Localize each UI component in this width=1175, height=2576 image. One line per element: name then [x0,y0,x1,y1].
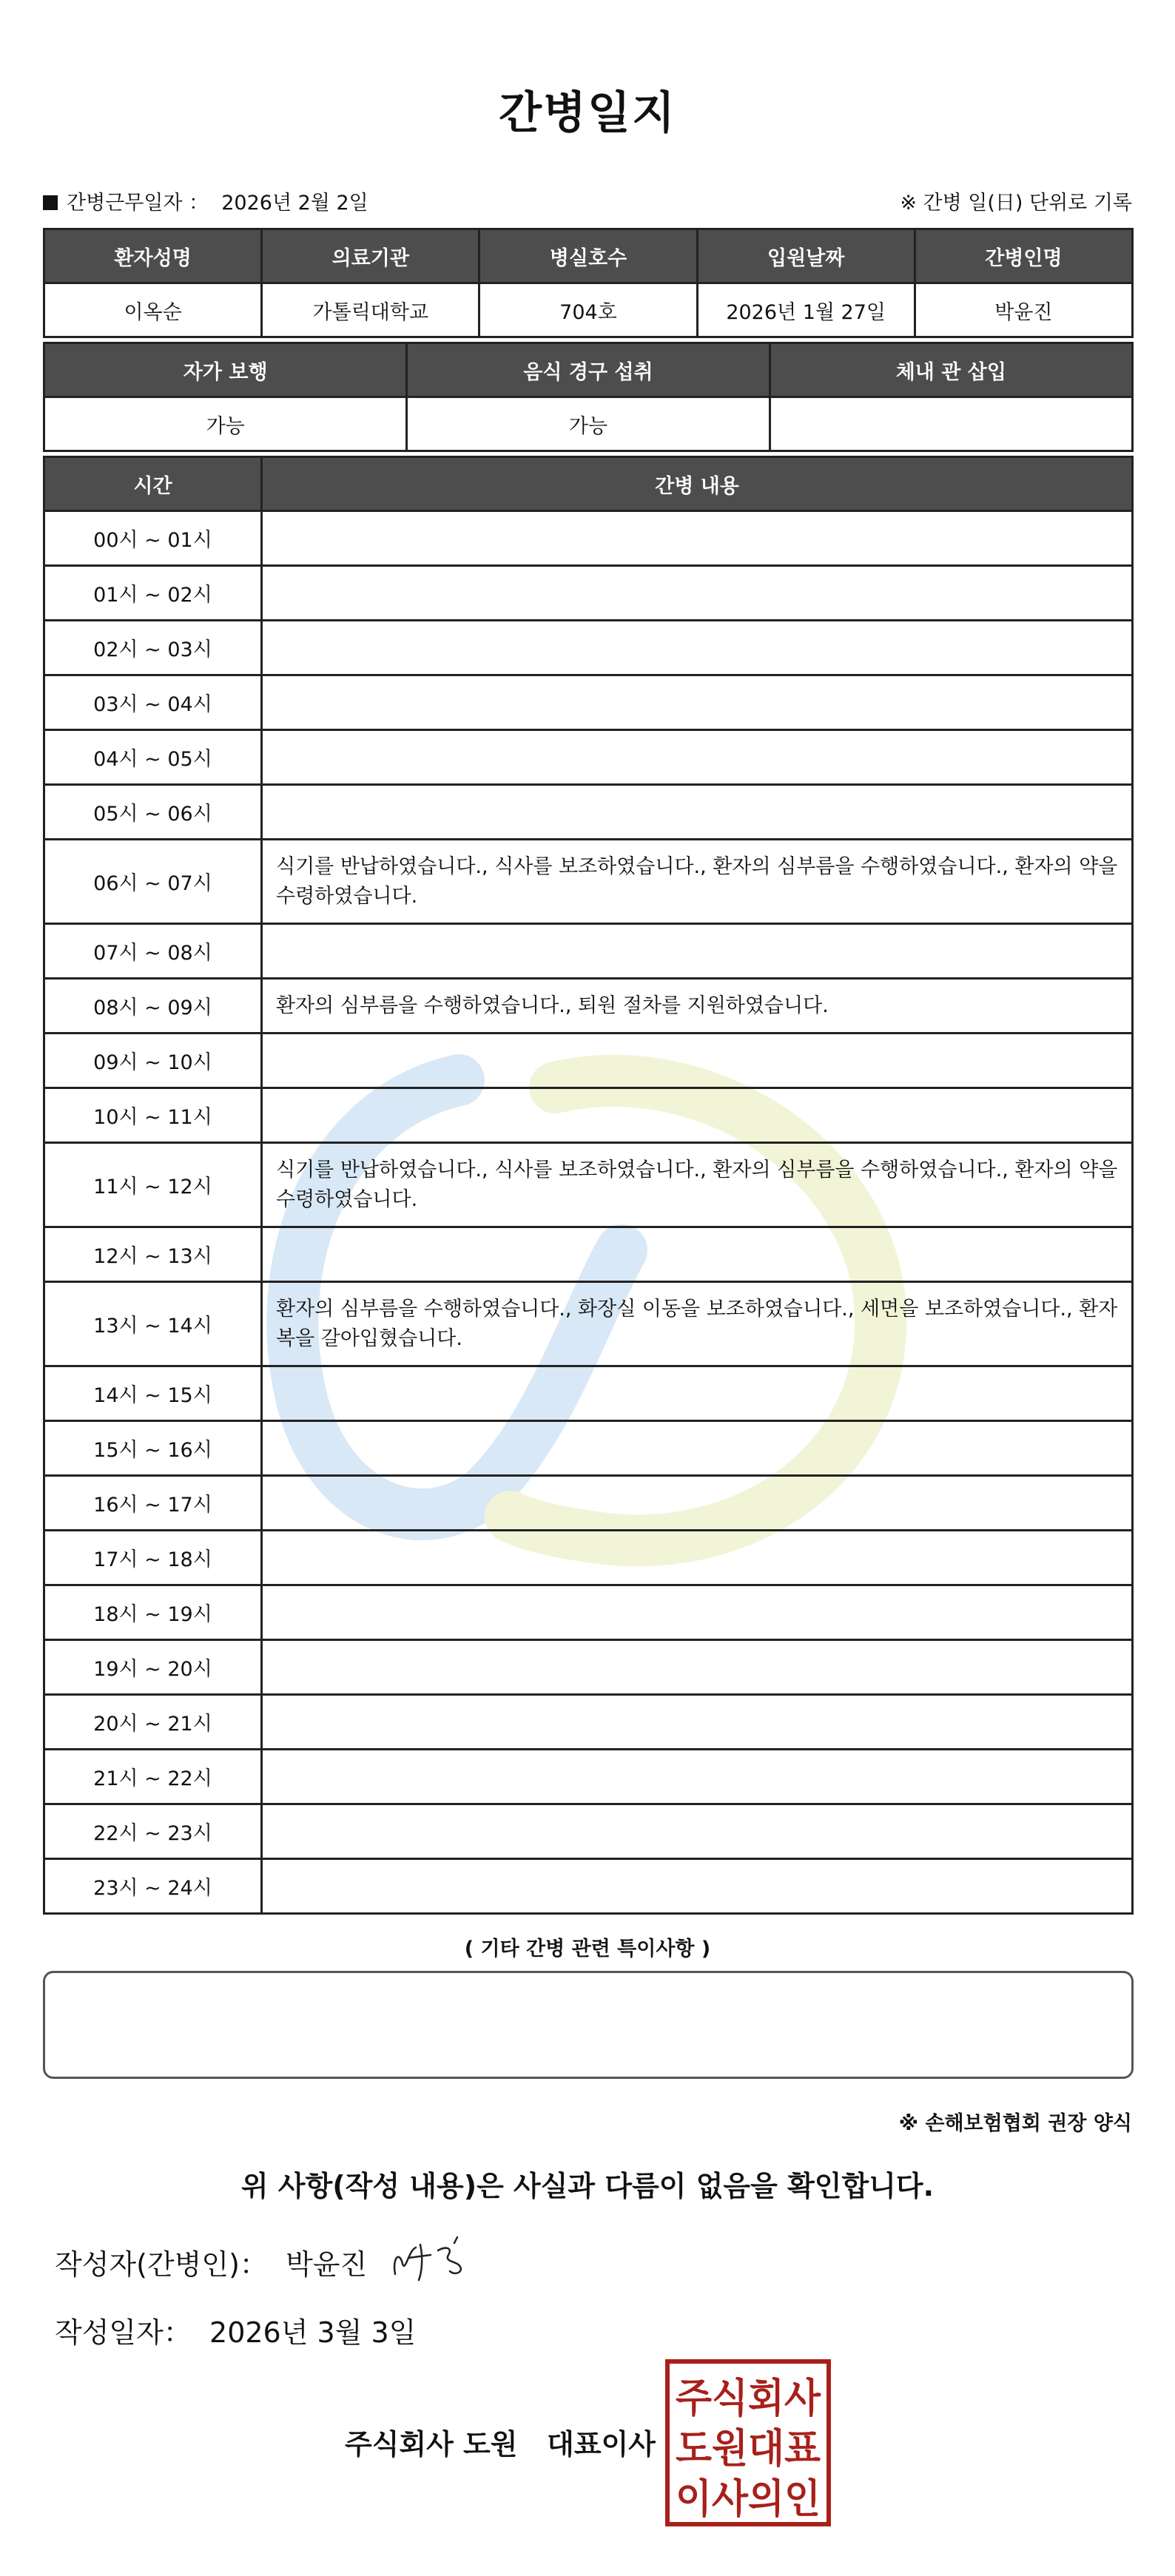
header-room: 병실호수 [479,229,697,283]
log-row [44,675,1133,730]
written-date-label: 작성일자： [55,2316,192,2349]
log-row [44,1143,1133,1227]
admission-date: 2026년 1월 27일 [697,283,915,337]
log-row [44,1640,1133,1695]
tube-value [770,397,1132,451]
log-content [262,924,1133,979]
seal-line-3: 이사의인 [676,2475,821,2522]
log-content [262,621,1133,675]
log-row [44,621,1133,675]
log-time: 00시 ~ 01시 [44,511,262,566]
log-time: 17시 ~ 18시 [44,1531,262,1585]
square-bullet-icon [43,195,58,210]
log-row [44,1750,1133,1804]
log-content [262,730,1133,785]
signature [386,2228,482,2287]
log-row [44,1531,1133,1585]
confirmation-statement: 위 사항(작성 내용)은 사실과 다름이 없음을 확인합니다. [240,2170,935,2202]
oral-intake-value: 가능 [407,397,770,451]
log-time: 03시 ~ 04시 [44,675,262,730]
log-time: 11시 ~ 12시 [44,1143,262,1227]
log-content [262,785,1133,840]
log-time: 05시 ~ 06시 [44,785,262,840]
room-number: 704호 [479,283,697,337]
special-notes-box [43,1971,1134,2079]
log-row [44,1088,1133,1143]
header-walking: 자가 보행 [44,343,407,397]
header-care-content: 간병 내용 [262,457,1133,511]
log-content: 식기를 반납하였습니다., 식사를 보조하였습니다., 환자의 심부름을 수행하였습니다., 환자의 약을 수령하였습니다. [262,1143,1133,1227]
patient-info-table [43,228,1134,338]
writer-label: 작성자(간병인)： [55,2248,268,2281]
log-time: 19시 ~ 20시 [44,1640,262,1695]
log-row [44,1859,1133,1914]
log-content [262,1585,1133,1640]
log-time: 02시 ~ 03시 [44,621,262,675]
log-time: 22시 ~ 23시 [44,1804,262,1859]
log-content [262,1804,1133,1859]
work-date-value: 2026년 2월 2일 [221,192,368,215]
writer-name: 박윤진 [286,2248,368,2281]
unit-note: ※ 간병 일(日) 단위로 기록 [900,192,1132,215]
company-ceo: 주식회사 도원 대표이사 [345,2428,656,2461]
patient-name: 이옥순 [44,283,262,337]
patient-status-table [43,342,1134,452]
log-content [262,1034,1133,1088]
log-row [44,1366,1133,1421]
care-log-table [43,456,1134,1915]
log-time: 14시 ~ 15시 [44,1366,262,1421]
log-time: 10시 ~ 11시 [44,1088,262,1143]
log-row [44,1034,1133,1088]
log-row [44,840,1133,924]
log-content [262,1531,1133,1585]
log-row [44,1804,1133,1859]
log-content [262,1750,1133,1804]
log-content [262,1859,1133,1914]
seal-line-2: 도원대표 [676,2425,821,2472]
log-row [44,1695,1133,1750]
log-content [262,1421,1133,1476]
header-oral-intake: 음식 경구 섭취 [407,343,770,397]
log-content: 환자의 심부름을 수행하였습니다., 화장실 이동을 보조하였습니다., 세면을 보조하였습니다., 환자복을 갈아입혔습니다. [262,1282,1133,1366]
work-date [43,186,368,215]
header-tube: 체내 관 삽입 [770,343,1132,397]
log-row [44,1476,1133,1531]
log-row [44,785,1133,840]
special-notes-title: ( 기타 간병 관련 특이사항 ) [464,1938,711,1960]
header-patient-name: 환자성명 [44,229,262,283]
log-row [44,1585,1133,1640]
hospital: 가톨릭대학교 [262,283,479,337]
log-content [262,1227,1133,1282]
work-date-label: 간병근무일자 ： [67,192,209,215]
log-time: 07시 ~ 08시 [44,924,262,979]
log-row [44,566,1133,621]
log-content [262,1640,1133,1695]
written-date-value: 2026년 3월 3일 [209,2316,417,2349]
form-note: ※ 손해보험협회 권장 양식 [898,2112,1132,2135]
log-row [44,979,1133,1034]
seal-line-1: 주식회사 [676,2375,821,2421]
log-time: 01시 ~ 02시 [44,566,262,621]
log-content [262,1088,1133,1143]
log-time: 06시 ~ 07시 [44,840,262,924]
company-seal [664,2358,832,2527]
log-content [262,675,1133,730]
log-time: 23시 ~ 24시 [44,1859,262,1914]
log-time: 21시 ~ 22시 [44,1750,262,1804]
log-time: 04시 ~ 05시 [44,730,262,785]
log-time: 20시 ~ 21시 [44,1695,262,1750]
log-time: 16시 ~ 17시 [44,1476,262,1531]
log-content [262,566,1133,621]
log-time: 18시 ~ 19시 [44,1585,262,1640]
log-time: 08시 ~ 09시 [44,979,262,1034]
writer-line [55,2242,367,2282]
log-row [44,1282,1133,1366]
log-row [44,730,1133,785]
written-date-line [55,2310,416,2350]
caregiver-name: 박윤진 [915,283,1132,337]
log-time: 12시 ~ 13시 [44,1227,262,1282]
log-content [262,1695,1133,1750]
log-content [262,1366,1133,1421]
header-time: 시간 [44,457,262,511]
log-content [262,1476,1133,1531]
log-row [44,1227,1133,1282]
walking-value: 가능 [44,397,407,451]
log-content [262,511,1133,566]
log-content: 식기를 반납하였습니다., 식사를 보조하였습니다., 환자의 심부름을 수행하였습니다., 환자의 약을 수령하였습니다. [262,840,1133,924]
log-row [44,924,1133,979]
header-hospital: 의료기관 [262,229,479,283]
log-time: 13시 ~ 14시 [44,1282,262,1366]
header-admission-date: 입원날짜 [697,229,915,283]
log-row [44,511,1133,566]
page-title: 간병일지 [499,87,676,139]
header-caregiver-name: 간병인명 [915,229,1132,283]
log-content: 환자의 심부름을 수행하였습니다., 퇴원 절차를 지원하였습니다. [262,979,1133,1034]
log-time: 09시 ~ 10시 [44,1034,262,1088]
log-time: 15시 ~ 16시 [44,1421,262,1476]
log-row [44,1421,1133,1476]
